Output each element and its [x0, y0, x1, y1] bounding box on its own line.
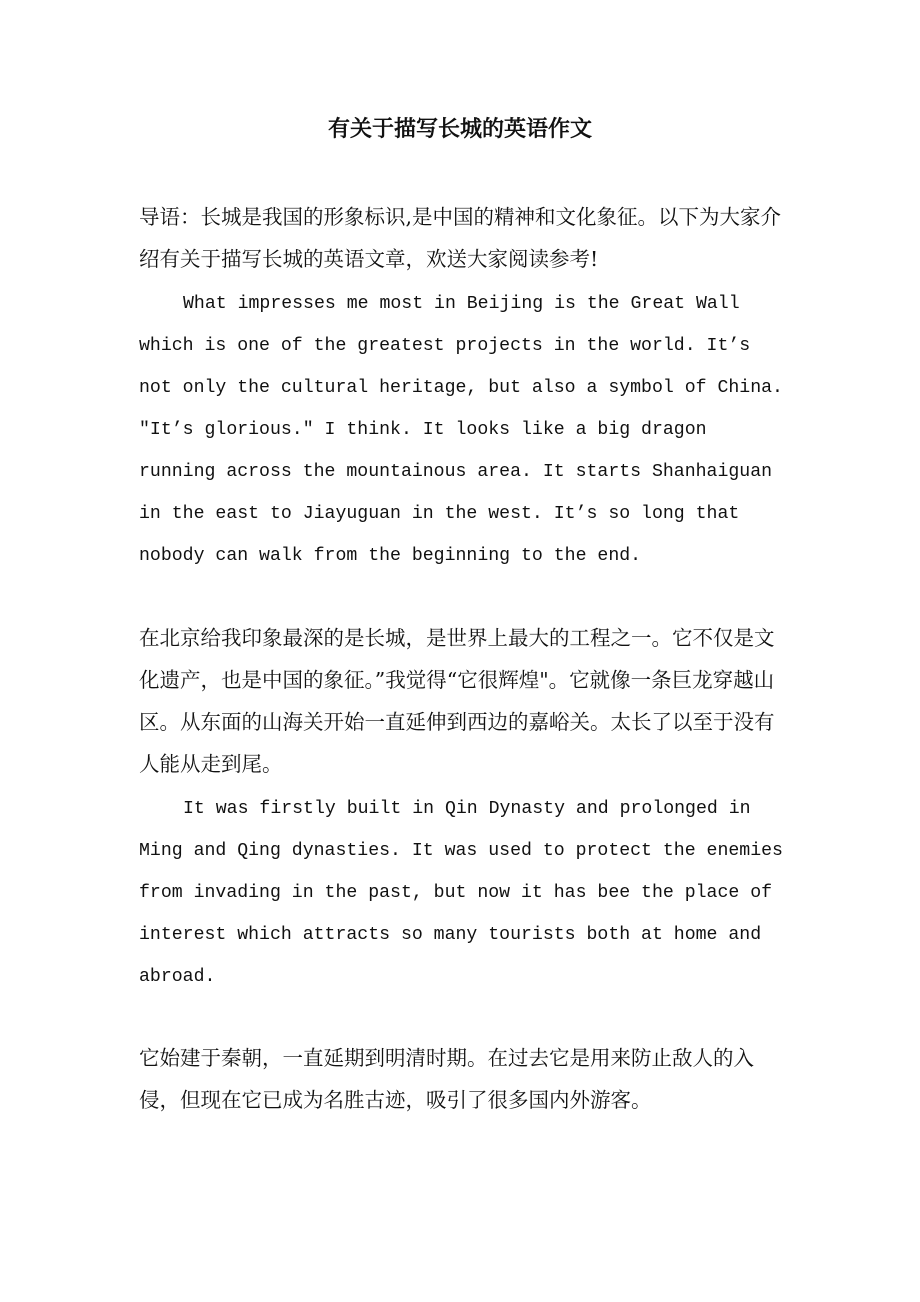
- english-paragraph-1: What impresses me most in Beijing is the Great Wall which is one of the greatest projects in the world. It’s not only the cultural heritage, but also a symbol of China. "It’s glorious." I think. It looks like a big dragon running across the mountainous area. It starts Shanhaiguan in the east to Jiayuguan in the west. It’s so long that nobody can walk from the beginning to the end.: [139, 294, 783, 566]
- document-title: 有关于描写长城的英语作文: [327, 116, 592, 142]
- english-paragraph-2: It was firstly built in Qin Dynasty and prolonged in Ming and Qing dynasties. It was used to protect the enemies from invading in the past, but now it has bee the place of interest which attracts so many tourists both at home and abroad.: [139, 799, 783, 987]
- intro-paragraph: 导语：长城是我国的形象标识,是中国的精神和文化象征。以下为大家介绍有关于描写长城的英语文章，欢送大家阅读参考!: [139, 205, 782, 271]
- chinese-paragraph-2: 它始建于秦朝，一直延期到明清时期。在过去它是用来防止敌人的入侵，但现在它已成为名胜古迹，吸引了很多国内外游客。: [139, 1046, 754, 1112]
- chinese-paragraph-1: 在北京给我印象最深的是长城，是世界上最大的工程之一。它不仅是文化遗产，也是中国的象征。”我觉得“它很辉煌"。它就像一条巨龙穿越山区。从东面的山海关开始一直延伸到西边的嘉峪关。太长了以至于没有人能从走到尾。: [139, 626, 775, 776]
